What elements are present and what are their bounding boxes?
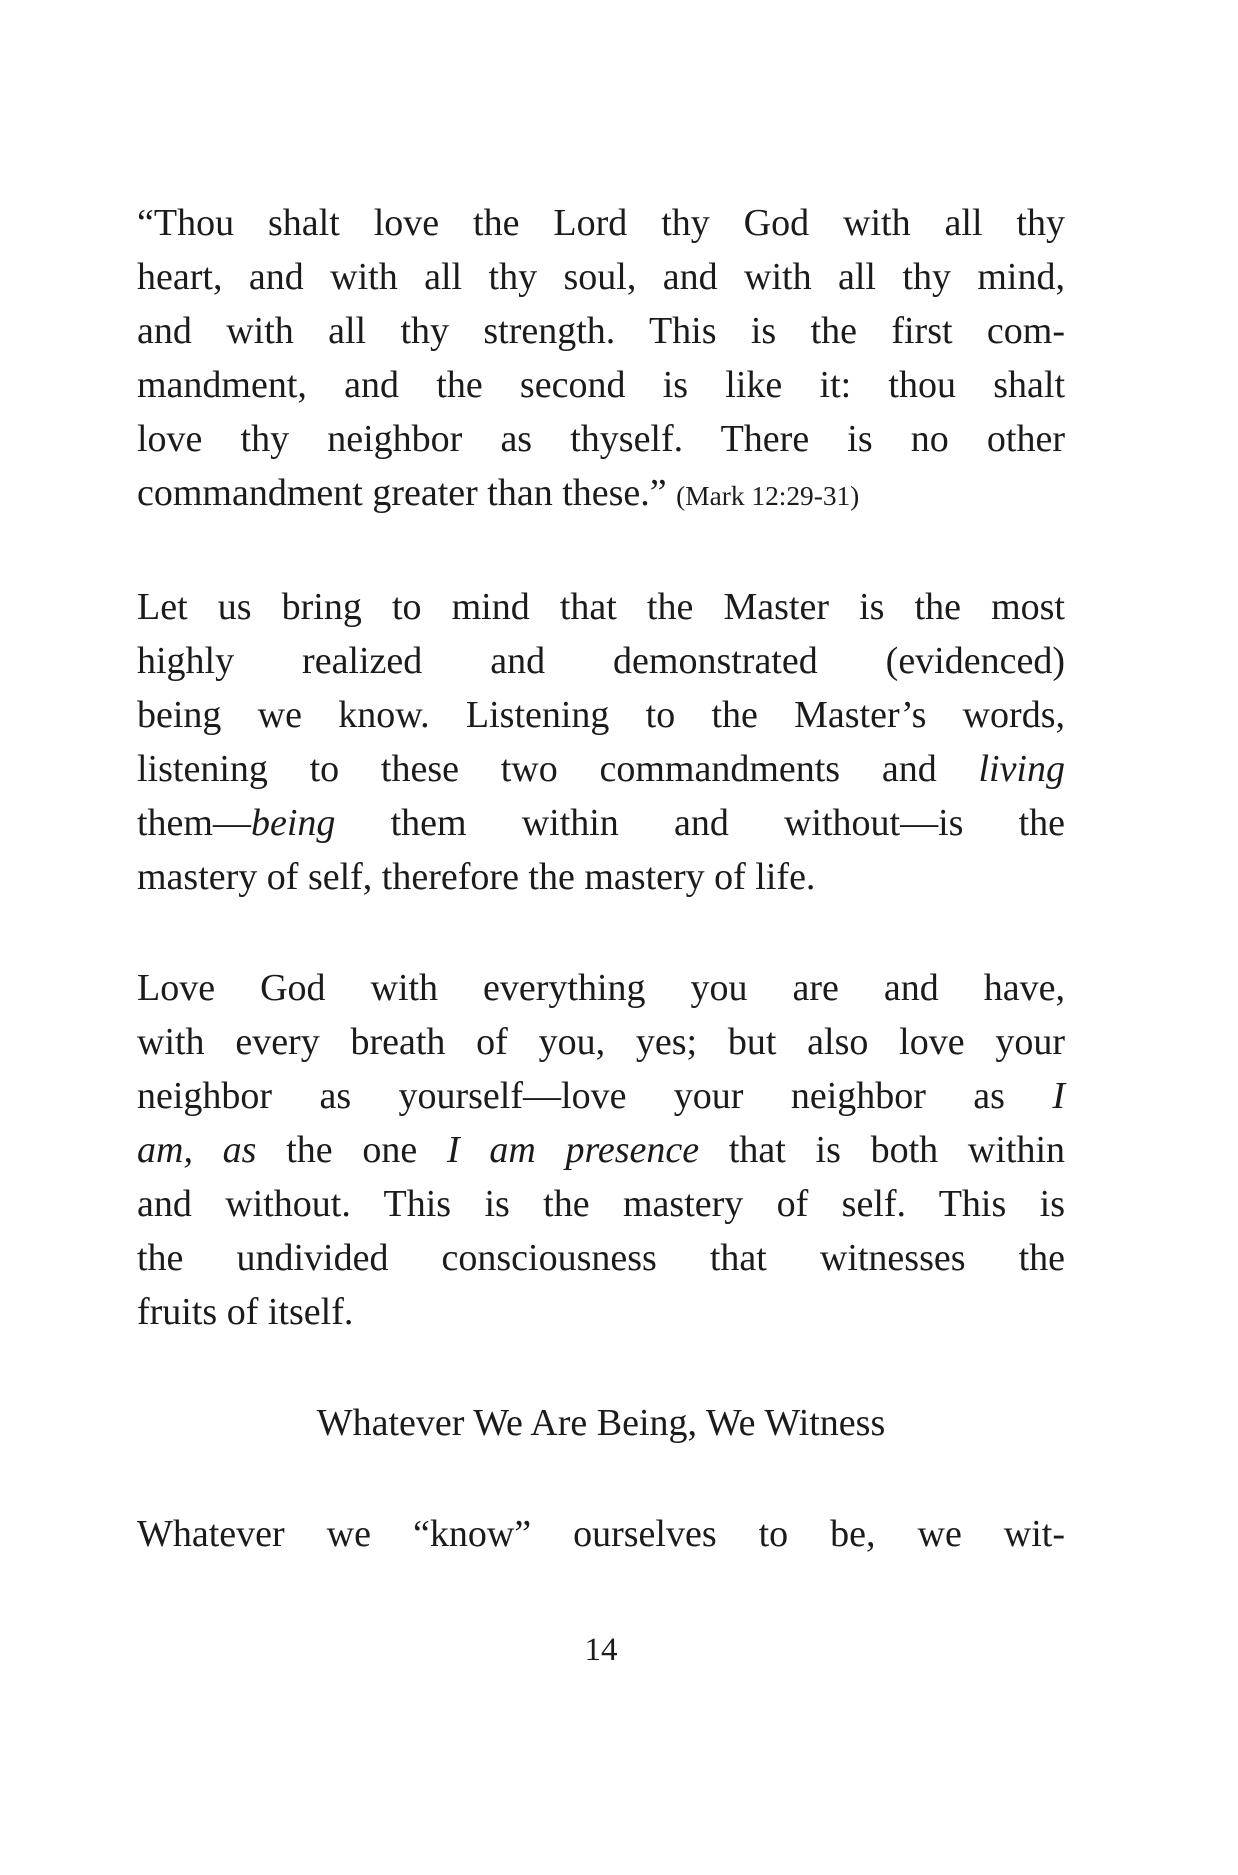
text-line <box>137 796 1065 850</box>
text-line <box>137 961 1065 1015</box>
text-segment: living <box>978 748 1065 790</box>
text-segment: that is both within <box>699 1129 1066 1171</box>
text-segment: heart, and with all thy soul, and with all thy mind, <box>137 256 1065 298</box>
text-segment: fruits of itself. <box>137 1291 354 1333</box>
text-line <box>137 250 1065 304</box>
text-segment: commandment greater than these.” <box>137 472 677 514</box>
text-segment: I am presence <box>446 1129 700 1171</box>
text-line <box>137 1069 1065 1123</box>
text-segment: I <box>1052 1075 1065 1117</box>
text-segment: “Thou shalt love the Lord thy God with all thy <box>137 202 1065 244</box>
text-block <box>137 196 1065 1561</box>
text-line <box>137 1507 1065 1561</box>
text-line <box>137 580 1065 634</box>
text-line <box>137 412 1065 466</box>
text-segment: them within and without—is the <box>335 802 1065 844</box>
text-segment: mandment, and the second is like it: thou shalt <box>137 364 1065 406</box>
text-line <box>137 1015 1065 1069</box>
text-segment: Whatever we “know” ourselves to be, we wit- <box>137 1513 1065 1555</box>
paragraph <box>137 1507 1065 1561</box>
text-segment: neighbor as yourself—love your neighbor as <box>137 1075 1053 1117</box>
text-line <box>137 466 1065 523</box>
text-segment: listening to these two commandments and <box>137 748 979 790</box>
text-line <box>137 358 1065 412</box>
text-line <box>137 1396 1065 1450</box>
text-line <box>137 304 1065 358</box>
text-segment: highly realized and demonstrated (evidenced) <box>137 640 1065 682</box>
paragraph <box>137 196 1065 523</box>
text-line <box>137 742 1065 796</box>
page-number: 14 <box>584 1632 618 1668</box>
text-line <box>137 196 1065 250</box>
text-line <box>137 1231 1065 1285</box>
text-segment: with every breath of you, yes; but also love your <box>137 1021 1065 1063</box>
text-segment: the undivided consciousness that witnesses the <box>137 1237 1065 1279</box>
text-segment: Love God with everything you are and have, <box>137 967 1065 1009</box>
text-line <box>137 1123 1065 1177</box>
text-line <box>137 850 1065 904</box>
text-line <box>137 1285 1065 1339</box>
text-segment: mastery of self, therefore the mastery of life. <box>137 856 816 898</box>
text-segment: and with all thy strength. This is the first com- <box>137 310 1065 352</box>
paragraph <box>137 580 1065 904</box>
text-line <box>137 634 1065 688</box>
text-line <box>137 1177 1065 1231</box>
text-segment: being <box>250 802 336 844</box>
text-segment: am, as <box>137 1129 257 1171</box>
text-segment: and without. This is the mastery of self. This is <box>137 1183 1065 1225</box>
text-segment: Whatever We Are Being, We Witness <box>316 1402 886 1444</box>
text-segment: being we know. Listening to the Master’s words, <box>137 694 1065 736</box>
section-heading <box>137 1396 1065 1450</box>
text-segment: Let us bring to mind that the Master is the most <box>137 586 1065 628</box>
text-segment: love thy neighbor as thyself. There is no other <box>137 418 1065 460</box>
text-segment: them— <box>137 802 251 844</box>
text-segment: the one <box>256 1129 447 1171</box>
paragraph <box>137 961 1065 1339</box>
text-line <box>137 688 1065 742</box>
scripture-citation: (Mark 12:29-31) <box>676 481 860 511</box>
